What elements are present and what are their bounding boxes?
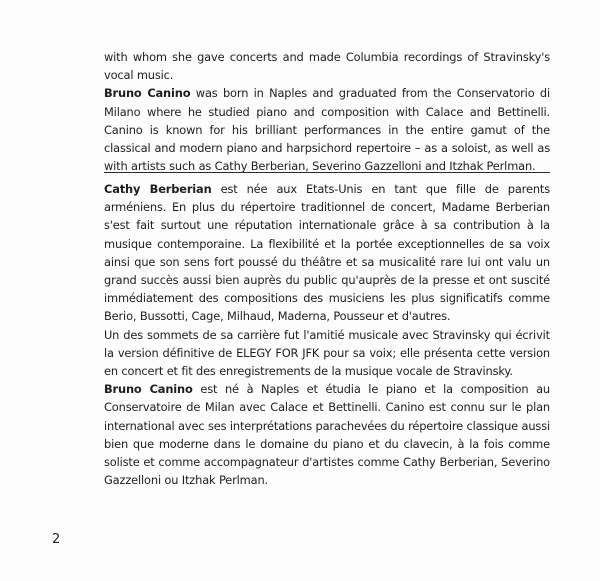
english-paragraph-2-text: was born in Naples and graduated from the Conservatorio di Milano where he studied piano and composition with Calace and Bettinelli. Canino is known for his brilliant performances in the entire gamut of the classical and modern piano and harpsichord repertoire – as a soloist, as well as with artists such as Cathy Berberian, Severino Gazzelloni and Itzhak Perlman. [104,86,550,174]
english-paragraph-1: with whom she gave concerts and made Columbia recordings of Stravinsky's vocal music. [104,50,550,83]
french-biography [104,180,550,489]
french-paragraph-3-text: est né à Naples et étudia le piano et la composition au Conservatoire de Milan avec Calace et Bettinelli. Canino est connu sur le plan international avec ses interprétations parachevées du répertoire classique aussi bien que moderne dans le domaine du piano et du clavecin, à la fois comme soliste et comme accompagnateur d'artistes comme Cathy Berberian, Severino Gazzelloni ou Itzhak Perlman. [104,382,550,488]
english-biography [104,48,550,175]
french-paragraph-2: Un des sommets de sa carrière fut l'amitié musicale avec Stravinsky qui écrivit la version définitive de ELEGY FOR JFK pour sa voix; elle présenta cette version en concert et fit des enregistrements de la musique vocale de Stravinsky. [104,327,550,379]
page-number: 2 [52,532,61,547]
artist-name-cathy-berberian-fr: Cathy Berberian [104,182,212,196]
section-divider [104,172,550,173]
french-paragraph-1 [104,180,550,326]
artist-name-bruno-canino-fr: Bruno Canino [104,382,193,397]
artist-name-bruno-canino-en: Bruno Canino [104,86,191,101]
french-paragraph-3 [104,380,550,489]
french-paragraph-1-text: est née aux Etats-Unis en tant que fille de parents arméniens. En plus du répertoire traditionnel de concert, Madame Berberian s'est fait surtout une réputation internationale grâce à sa contribution à la musique contemporaine. La flexibilité et la portée exceptionnelles de sa voix ainsi que son sens fort poussé du théâtre et sa musicalité rare lui ont valu un grand succès aussi bien auprès du public qu'auprès de la presse et ont suscité immédiatement des compositions des musiciens les plus significatifs comme Berio, Bussotti, Cage, Milhaud, Maderna, Pousseur et d'autres. [104,182,550,324]
english-paragraph-2 [104,84,550,175]
